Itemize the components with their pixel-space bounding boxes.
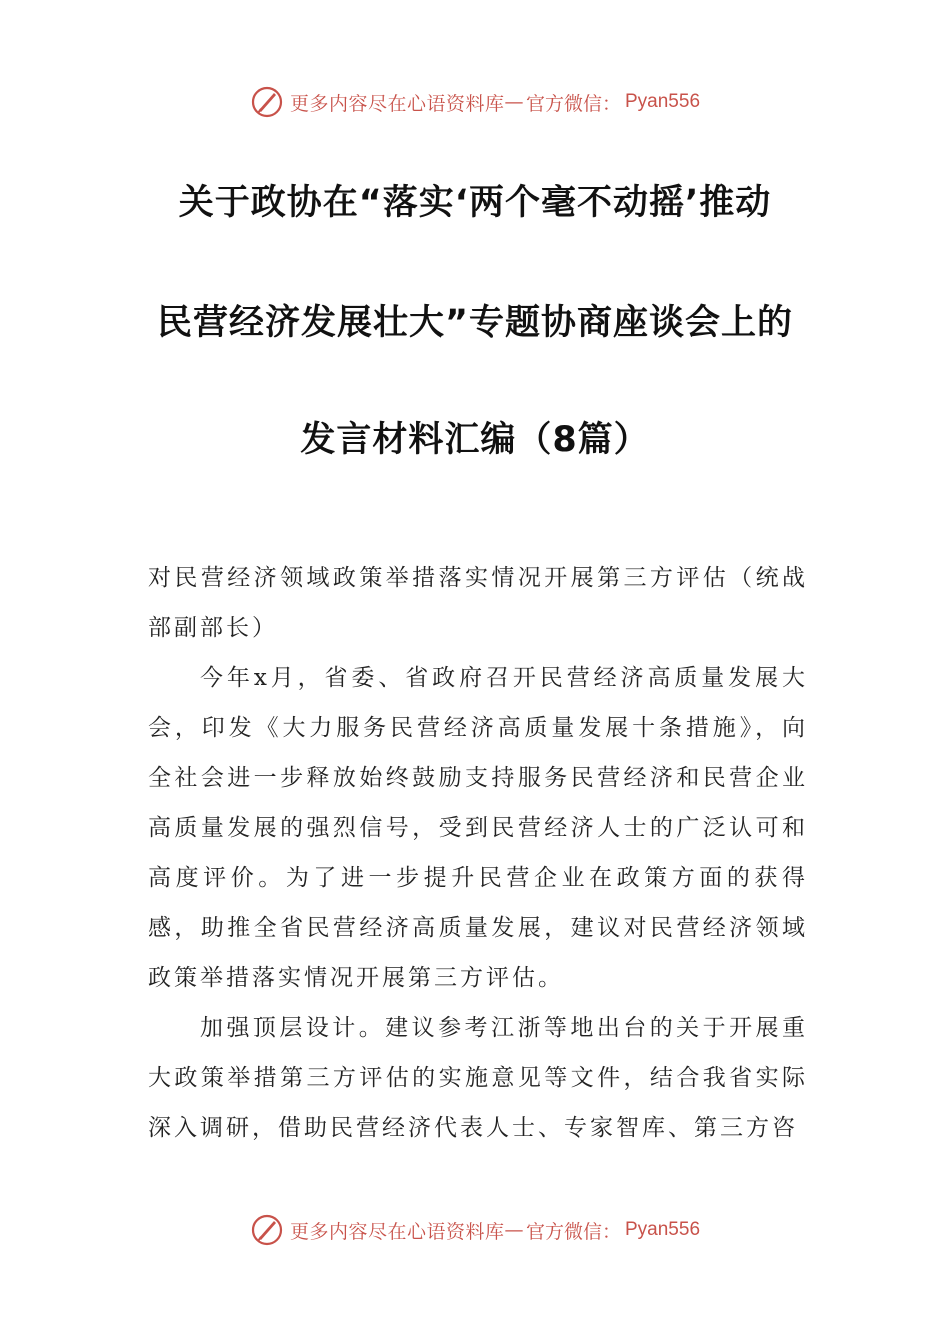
watermark-footer: [0, 1210, 950, 1250]
watermark-wechat-label: 官方微信：: [525, 1220, 621, 1243]
body-paragraph: 今年x月，省委、省政府召开民营经济高质量发展大会，印发《大力服务民营经济高质量发展十条措施》，向全社会进一步释放始终鼓励支持服务民营经济和民营企业高质量发展的强烈信号，受到民营经济人士的广泛认可和高度评价。为了进一步提升民营企业在政策方面的获得感，助推全省民营经济高质量发展，建议对民营经济领域政策举措落实情况开展第三方评估。: [148, 665, 808, 991]
quill-circle-icon: [250, 85, 284, 119]
body-paragraph: 加强顶层设计。建议参考江浙等地出台的关于开展重大政策举措第三方评估的实施意见等文件，结合我省实际深入调研，借助民营经济代表人士、专家智库、第三方咨: [148, 1015, 808, 1141]
watermark-brand: 更多内容尽在心语资料库: [289, 92, 505, 115]
document-title-line-2: 民营经济发展壮大”专题协商座谈会上的: [156, 303, 793, 343]
section-heading-paragraph: 对民营经济领域政策举措落实情况开展第三方评估（统战部副部长）: [148, 565, 808, 641]
watermark-separator: —: [504, 1219, 524, 1241]
watermark-separator: —: [504, 91, 524, 113]
document-title-line-3: 发言材料汇编（8篇）: [300, 420, 650, 460]
watermark-brand: 更多内容尽在心语资料库: [289, 1220, 505, 1243]
watermark-wechat-id: Pyan556: [625, 91, 701, 112]
document-body: [148, 553, 808, 1153]
watermark-header: [0, 82, 950, 122]
watermark-wechat-id: Pyan556: [625, 1219, 701, 1240]
document-title-line-1: 关于政协在“落实‘两个毫不动摇’推动: [178, 183, 772, 223]
quill-circle-icon: [250, 1213, 284, 1247]
watermark-wechat-label: 官方微信：: [525, 92, 621, 115]
